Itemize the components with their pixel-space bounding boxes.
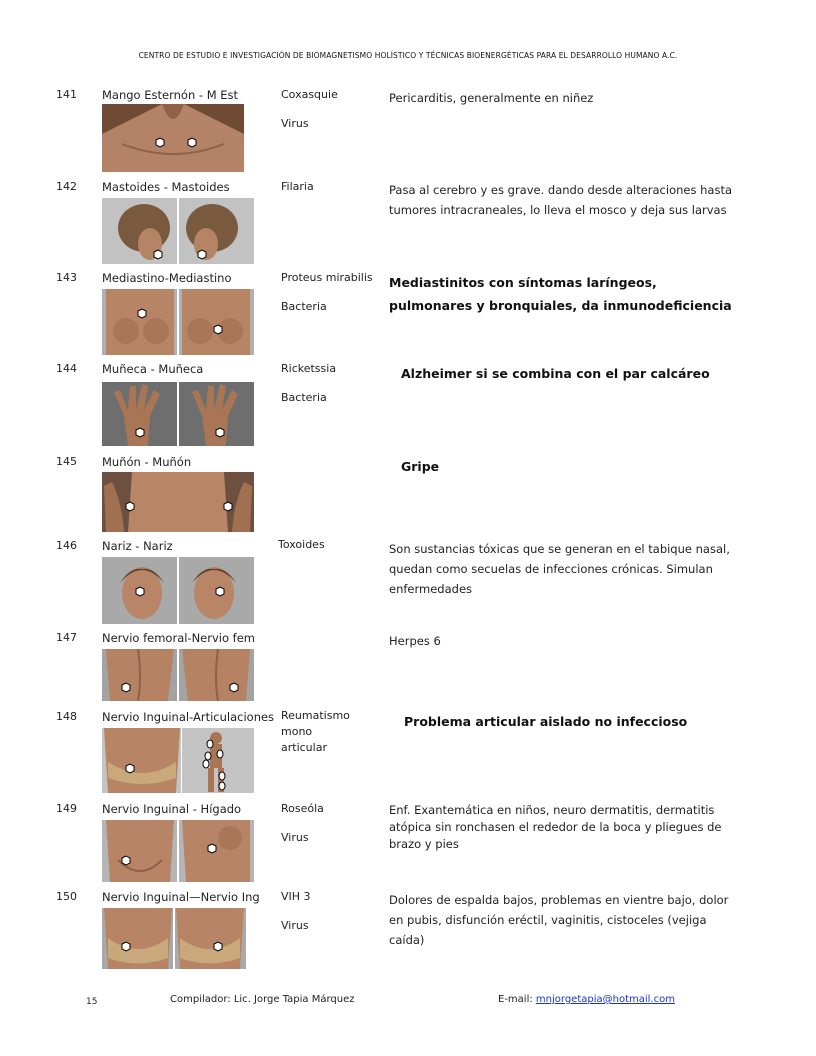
point-marker	[122, 683, 130, 692]
pair-name: Mastoides - Mastoides	[102, 180, 230, 194]
pathogen-type: Virus	[281, 919, 309, 932]
entry-number: 149	[56, 802, 77, 815]
document-header: CENTRO DE ESTUDIO E INVESTIGACIÓN DE BIOMAGNETISMO HOLÍSTICO Y TÉCNICAS BIOENERGÉTICAS PARA EL DESARROLLO HUMANO A.C.	[138, 51, 678, 60]
point-marker	[138, 309, 146, 318]
pathogen-type: Bacteria	[281, 300, 327, 313]
point-marker	[217, 750, 223, 758]
point-marker	[126, 764, 134, 773]
pair-name: Nervio Inguinal-Articulaciones	[102, 710, 275, 724]
entry-description: Enf. Exantemática en niños, neuro dermatitis, dermatitis atópica sin ronchasen el rededor de la boca y pliegues de brazo y pies	[389, 803, 722, 851]
point-marker	[136, 428, 144, 437]
point-marker	[207, 740, 213, 748]
pathogen-name: Proteus mirabilis	[281, 271, 373, 284]
pathogen-name: Filaria	[281, 180, 314, 193]
pair-entry-142	[0, 180, 816, 272]
entry-description: Pericarditis, generalmente en niñez	[389, 91, 594, 105]
pathogen-type: Virus	[281, 117, 309, 130]
entry-number: 148	[56, 710, 77, 723]
pair-name: Muñón - Muñón	[102, 455, 192, 469]
entry-description: Dolores de espalda bajos, problemas en vientre bajo, dolor en pubis, disfunción eréctil, vaginitis, cistoceles (vejiga caída)	[389, 893, 729, 947]
stump-image	[102, 472, 254, 532]
mastoid-image	[102, 198, 254, 264]
point-marker	[224, 502, 232, 511]
mediastinum-image	[102, 289, 254, 355]
nose-image	[102, 557, 254, 624]
pair-name: Mediastino-Mediastino	[102, 271, 232, 285]
point-marker	[198, 250, 206, 259]
inguinal-pair-image	[102, 908, 246, 969]
pair-entry-143	[0, 271, 816, 363]
point-marker	[230, 683, 238, 692]
entry-number: 142	[56, 180, 77, 193]
point-marker	[219, 772, 225, 780]
pathogen-name: Ricketssia	[281, 362, 337, 375]
femoral-nerve-image	[102, 649, 254, 701]
entry-number: 145	[56, 455, 77, 468]
pair-name: Nervio Inguinal - Hígado	[102, 802, 242, 816]
entry-description: Mediastinitos con síntomas laríngeos, pulmonares y bronquiales, da inmunodeficiencia	[389, 275, 732, 313]
point-marker	[122, 856, 130, 865]
point-marker	[216, 587, 224, 596]
page-number: 15	[86, 997, 98, 1007]
pair-name: Nervio Inguinal—Nervio Ing	[102, 890, 260, 904]
email-block	[498, 994, 675, 1005]
point-marker	[188, 138, 196, 147]
pathogen-name: Toxoides	[278, 538, 325, 551]
pathogen-type: Virus	[281, 831, 309, 844]
pair-entry-146	[0, 539, 816, 631]
pair-name: Nariz - Nariz	[102, 539, 173, 553]
point-marker	[154, 250, 162, 259]
pair-entry-150	[0, 890, 816, 982]
entry-description: Alzheimer si se combina con el par calcáreo	[401, 366, 710, 381]
email-label: E-mail:	[498, 994, 536, 1005]
entry-description: Pasa al cerebro y es grave. dando desde alteraciones hasta tumores intracraneales, lo lleva el mosco y deja sus larvas	[389, 183, 732, 217]
pair-entry-145	[0, 455, 816, 547]
point-marker	[216, 428, 224, 437]
wrist-image	[102, 382, 254, 446]
pair-name: Mango Esternón - M Est	[102, 88, 239, 102]
point-marker	[219, 782, 225, 790]
entry-number: 147	[56, 631, 77, 644]
pair-entry-149	[0, 802, 816, 894]
entry-number: 150	[56, 890, 77, 903]
point-marker	[122, 942, 130, 951]
entry-number: 141	[56, 88, 77, 101]
pair-entry-148	[0, 710, 816, 802]
pathogen-type: Bacteria	[281, 391, 327, 404]
pathogen-name: VIH 3	[281, 890, 311, 903]
point-marker	[136, 587, 144, 596]
pair-name: Nervio femoral-Nervio fem	[102, 631, 256, 645]
compiler-credit: Compilador: Lic. Jorge Tapia Márquez	[170, 994, 355, 1005]
entry-description: Problema articular aislado no infeccioso	[404, 714, 688, 729]
point-marker	[205, 752, 211, 760]
sternum-image	[102, 104, 244, 172]
point-marker	[203, 760, 209, 768]
pair-entry-141	[0, 88, 816, 180]
entry-number: 146	[56, 539, 77, 552]
inguinal-joints-image	[102, 728, 254, 793]
point-marker	[214, 325, 222, 334]
email-link[interactable]: mnjorgetapia@hotmail.com	[535, 994, 675, 1005]
pair-entry-144	[0, 362, 816, 454]
entry-description: Gripe	[401, 459, 440, 474]
point-marker	[156, 138, 164, 147]
pathogen-name: Reumatismo mono articular	[281, 709, 350, 754]
entry-description: Herpes 6	[389, 634, 441, 648]
entry-number: 143	[56, 271, 77, 284]
pathogen-name: Coxasquie	[281, 88, 338, 101]
point-marker	[126, 502, 134, 511]
entry-description: Son sustancias tóxicas que se generan en el tabique nasal, quedan como secuelas de infecciones crónicas. Simulan enfermedades	[389, 542, 730, 596]
pair-name: Muñeca - Muñeca	[102, 362, 204, 376]
point-marker	[214, 942, 222, 951]
entry-number: 144	[56, 362, 77, 375]
point-marker	[208, 844, 216, 853]
inguinal-liver-image	[102, 820, 254, 882]
pathogen-name: Roseóla	[281, 802, 324, 815]
